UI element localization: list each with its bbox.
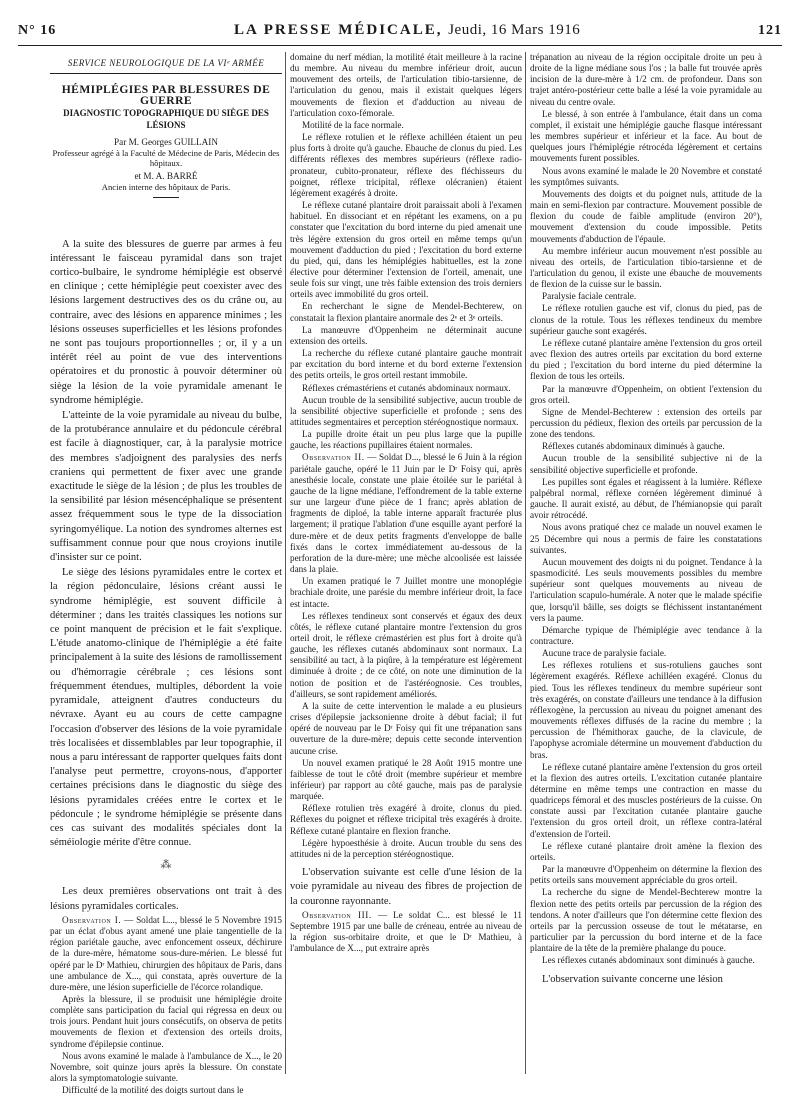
paragraph: domaine du nerf médian, la motilité était meilleure à la racine du membre. Au niveau du membre inférieur droit, aucun mouvement des orteils, de l'articulation tibio-tarsienne, de l'articulation du genou, mais il existait quelques légers mouvements de flexion et d'adduction au niveau de l'articulation coxo-fémorale. <box>290 52 522 118</box>
paragraph: Au membre inférieur aucun mouvement n'est possible au niveau des orteils, de l'articulation tibio-tarsienne et de l'articulation du genou, il existe une ébauche de mouvements de flexion de la cuisse sur le bassin. <box>530 245 762 290</box>
observation-2 <box>290 452 522 575</box>
paragraph: Réflexes cutanés abdominaux diminués à gauche. <box>542 441 725 452</box>
title-rule <box>153 197 179 198</box>
paragraph: L'observation suivante est celle d'une lésion de la voie pyramidale au niveau des fibres de projection de la couronne rayonnante. <box>290 867 522 907</box>
paragraph: Par la manœuvre d'Oppenheim, on obtient l'extension du gros orteil. <box>530 383 762 405</box>
paragraph: Nous avons examiné le malade le 20 Novembre et constaté les symptômes suivants. <box>530 165 762 187</box>
column-1 <box>50 52 282 1096</box>
section-rule <box>50 73 282 74</box>
observation-label: Observation III. <box>302 909 372 920</box>
paragraph: Le réflexe cutané plantaire droit amène la flexion des orteils. <box>530 840 762 862</box>
paragraph: trépanation au niveau de la région occipitale droite un peu à droite de la ligne médiane sous l'os ; la balle fut trouvée après incision de la dure-mère à 1/2 cm. de profondeur. Dans son trajet antéro-postérieur cette balle a lésé la voie pyramidale au niveau du centre ovale. <box>530 52 762 107</box>
paragraph: A la suite de cette intervention le malade a eu plusieurs crises d'épilepsie jacksonienne droite à début facial; il fut opéré de nouveau par le Dʳ Foisy qui fit une trépanation sans ouverture de la dure-mère; depuis cette seconde intervention aucune crise. <box>290 700 522 756</box>
issue-number: N° 16 <box>18 23 57 38</box>
paragraph: Aucun trouble de la sensibilité subjective ni de la sensibilité objective superficielle et profonde. <box>530 453 762 475</box>
paragraph: A la suite des blessures de guerre par armes à feu intéressant le faisceau pyramidal dans son trajet cortico-bulbaire, le syndrome hémiplégie est observé en clinique ; cette hémiplégie peut coexister avec des lésions largement destructives des os du crâne ou, au contraire, avec des lésions en apparence minimes ; les lésions osseuses superficielles et les lésions profondes ne sont pas toujours proportionnelles ; or, il y a un intérêt réel au point de vue des interventions opératoires et du pronostic à pouvoir déterminer où siège la lésion de la voie pyramidale amenant le syndrome hémiplégie. <box>50 238 282 406</box>
paragraph: Légère hypoesthésie à droite. Aucun trouble du sens des attitudes ni de la perception stéréognostique. <box>290 837 522 859</box>
paragraph: Les deux premières observations ont trait à des lésions pyramidales corticales. <box>50 886 282 912</box>
paragraph: La recherche du signe de Mendel-Bechterew montre la flexion nette des petits orteils par percussion de la région des tendons. A noter d'ailleurs que l'on détermine cette flexion des orteils par la percussion osseuse de tout le métatarse, en particulier par la percussion du bord interne et de la face plantaire de la tête de la première phalange du pouce. <box>530 887 762 954</box>
observation-1 <box>50 915 282 993</box>
paragraph: Démarche typique de l'hémiplégie avec tendance à la contracture. <box>530 624 762 646</box>
paragraph: Aucune trace de paralysie faciale. <box>542 648 667 659</box>
column-divider <box>525 52 526 1074</box>
author-guillain-affiliation: Professeur agrégé à la Faculté de Médecine de Paris, Médecin des hôpitaux. <box>52 147 280 169</box>
paragraph: L'observation suivante concerne une lésion <box>542 973 723 985</box>
column-2 <box>290 52 522 1074</box>
paragraph: Nous avons examiné le malade à l'ambulance de X..., le 20 Novembre, soit quinze jours après la blessure. On constate alors la symptomatologie suivante. <box>50 1050 282 1084</box>
paragraph: Le blessé, à son entrée à l'ambulance, était dans un coma complet, il existait une hémiplégie gauche flasque intéressant les membres supérieur et inférieur et la face. Au bout de quelques jours l'hémiplégie rétrocéda légèrement et certains mouvements furent possibles. <box>530 108 762 164</box>
article-subtitle: DIAGNOSTIC TOPOGRAPHIQUE DU SIÈGE DES LÉSIONS <box>63 108 269 130</box>
paragraph: Un examen pratiqué le 7 Juillet montre une monoplégie brachiale droite, une parésie du membre inférieur droit, la face est intacte. <box>290 576 522 609</box>
article-title: HÉMIPLÉGIES PAR BLESSURES DE GUERRE <box>61 83 271 108</box>
paragraph: Aucun mouvement des doigts ni du poignet. Tendance à la spasmodicité. Les seuls mouvements possibles du membre supérieur sont quelques mouvements au niveau de l'articulation scapulo-humérale. A noter que le malade spécifie que, lorsqu'il bâille, ses doigts se fléchissent instantanément vers la paume. <box>530 556 762 623</box>
service-heading: SERVICE NEUROLOGIQUE DE LA VIᵉ ARMÉE <box>67 58 265 68</box>
paragraph: La pupille droite était un peu plus large que la pupille gauche, les réactions pupillaires étaient normales. <box>290 429 522 451</box>
paragraph: La recherche du réflexe cutané plantaire gauche montrait par excitation du bord interne et du bord externe l'extension des petits orteils, le gros orteil restant immobile. <box>290 348 522 381</box>
paragraph: Le siège des lésions pyramidales entre le cortex et la région pédonculaire, lésions créant aussi le syndrome hémiplégie, est souvent difficile à déterminer ; dans les traités classiques les notions sur ce point manquent de précision et le fait s'explique. L'étude anatomo-clinique de l'hémiplégie a été faite principalement à la suite des lésions de ramollissement ou d'hémorragie cérébrale ; ces lésions sont fréquemment étendues, multiples, débordent la voie pyramidale, atteignent d'autres conducteurs du névraxe. Ayant eu au cours de cette campagne l'occasion d'observer des lésions de la voie pyramidale très localisées et dissemblables par leur topographie, il nous a paru intéressant de rapporter quelques faits dont l'analyse peut permettre, croyons-nous, d'apporter certaines précisions dans le diagnostic du siège des lésions pyramidales créées entre le cortex et le pédoncule ; le syndrome hémiplégie se présente dans ces cas suivant des modalités spéciales dont la séméiologie mérite d'être connue. <box>50 567 282 849</box>
paragraph: Difficulté de la motilité des doigts surtout dans le <box>62 1085 244 1096</box>
observation-3 <box>290 910 522 955</box>
section-ornament: ⁂ <box>160 859 172 872</box>
column-3 <box>530 52 762 1074</box>
paragraph: Le réflexe cutané plantaire amène l'extension du gros orteil et la flexion des autres orteils. L'excitation cutanée plantaire détermine en même temps une contraction en masse du quadriceps fémoral et des muscles postérieurs de la cuisse. On constate aussi par l'excitation cutanée plantaire gauche l'extension du gros orteil droit, un réflexe contra-latéral d'extension de l'orteil. <box>530 761 762 839</box>
journal-title <box>234 22 580 39</box>
page-header <box>18 22 782 42</box>
paragraph: Les réflexes rotuliens et sus-rotuliens gauches sont légèrement exagérés. Réflexe achilléen exagéré. Clonus du pied. Tous les réflexes tendineux du membre supérieur sont très exagérés, on constate d'ailleurs une tendance à la diffusion réflexogène, la percussion au niveau du poignet amenant des mouvements réflexes diffusés de la racine du membre ; la percussion de l'hémithorax gauche, de la clavicule, de l'apophyse acromiale détermine un mouvement d'abduction du bras. <box>530 660 762 760</box>
paragraph: En recherchant le signe de Mendel-Bechterew, on constatait la flexion plantaire anormale des 2ᵉ et 3ᵉ orteils. <box>290 301 522 323</box>
author-barre-affiliation: Ancien interne des hôpitaux de Paris. <box>101 182 231 193</box>
paragraph: Un nouvel examen pratiqué le 28 Août 1915 montre une faiblesse de tout le côté droit (membre supérieur et membre inférieur) par rapport au côté gauche, mais pas de paralysie marquée. <box>290 757 522 802</box>
paragraph: Réflexe rotulien très exagéré à droite, clonus du pied. Réflexes du poignet et réflexe tricipital très exagérés à droite. Réflexe cutané plantaire en flexion franche. <box>290 803 522 836</box>
paragraph: Réflexes crémastériens et cutanés abdominaux normaux. <box>302 382 511 393</box>
paragraph: Les réflexes tendineux sont conservés et égaux des deux côtés, le réflexe cutané plantaire montre l'extension du gros orteil droit, le réflexe crémastérien est plus fort à droite qu'à gauche, les réflexes cutanés abdominaux sont normaux. La sensibilité au tact, à la piqûre, à la température est légèrement diminuée à droite ; de ce côté, on note une diminution de la notion de position et de l'astéréognosie. Ces troubles, d'ailleurs, se sont rapidement améliorés. <box>290 610 522 699</box>
paragraph: La manœuvre d'Oppenheim ne déterminait aucune extension des orteils. <box>290 324 522 346</box>
paragraph: Motilité de la face normale. <box>302 119 404 130</box>
journal-name: LA PRESSE MÉDICALE, <box>234 22 443 38</box>
paragraph: Aucun trouble de la sensibilité subjective, aucun trouble de la sensibilité objective superficielle et profonde ; sens des attitudes segmentaires et perception stéréognostique normaux. <box>290 394 522 427</box>
author-barre: et M. A. BARRÉ <box>134 170 198 181</box>
paragraph: Nous avons pratiqué chez ce malade un nouvel examen le 25 Décembre qui nous a permis de faire les constatations suivantes. <box>530 522 762 555</box>
issue-date: Jeudi, 16 Mars 1916 <box>448 22 581 38</box>
observation-text: — Soldat L..., blessé le 5 Novembre 1915 par un éclat d'obus ayant amené une plaie tangentielle de la région pariétale gauche, avec enfoncement osseux, déchirure de la dure-mère, hématome sous-dure-mérien. Le blessé fut opéré par le Dʳ Mathieu, chirurgien des hôpitaux de Paris, dans une ambulance de X..., qui constata, après ouverture de la dure-mère, une lésion superficielle de l'écorce rolandique. <box>50 914 282 992</box>
paragraph: Mouvements des doigts et du poignet nuls, attitude de la main en semi-flexion par contracture. Mouvement possible de flexion du coude de faible amplitude (environ 20°), mouvement d'extension du coude impossible. Petits mouvements d'abduction de l'épaule. <box>530 188 762 244</box>
paragraph: L'atteinte de la voie pyramidale au niveau du bulbe, de la protubérance annulaire et du pédoncule cérébral est facile à diagnostiquer, car, à la paralysie motrice des membres s'adjoignent des paralysies des nerfs craniens qui permettent de fixer avec une grande exactitude le siège de la lésion ; de plus les troubles de la sensibilité par lésion mésencéphalique se présentent assez fréquemment sous le type de la dissociation syringomyélique. La notion des syndromes alternes est suffisamment connue pour que nous croyions inutile d'insister sur ce point. <box>50 410 282 564</box>
observation-text: — Soldat D..., blessé le 6 Juin à la région pariétale gauche, opéré le 11 Juin par le Dʳ Foisy qui, après anesthésie locale, constate une plaie étoilée sur le pariétal à gauche de la ligne médiane, l'effondrement de la table externe sur une largeur d'une pièce de 1 franc; après ablation de fragments de diploé, la table interne apparaît fracturée plus largement; il pratique l'ablation d'une esquille ayant perforé la dure-mère et de deux petits fragments d'enveloppe de balle fixés dans le cortex immédiatement au-dessous de la perforation de la dure-mère; une mèche alcoolisée est laissée dans la plaie. <box>290 452 522 575</box>
author-guillain: Par M. Georges GUILLAIN <box>114 136 218 147</box>
paragraph: Le réflexe rotulien gauche est vif, clonus du pied, pas de clonus de la rotule. Tous les réflexes tendineux du membre supérieur gauche sont exagérés. <box>530 303 762 336</box>
paragraph: Le réflexe cutané plantaire amène l'extension du gros orteil avec flexion des autres orteils par excitation du bord externe du pied ; l'excitation du bord interne du pied détermine la flexion de tous les orteils. <box>530 337 762 382</box>
paragraph: Par la manœuvre d'Oppenheim on détermine la flexion des petits orteils sans mouvement appréciable du gros orteil. <box>530 864 762 886</box>
observation-text: — Le soldat C... est blessé le 11 Septembre 1915 par une balle de créneau, entrée au niveau de la région sus-orbitaire droite, et que le Dʳ Mathieu, à l'ambulance de X..., put extraire après <box>290 909 522 954</box>
paragraph: Les pupilles sont égales et réagissent à la lumière. Réflexe palpébral normal, réflexe cornéen légèrement diminué à gauche. Il aurait existé, au début, de l'hémianopsie qui paraît avoir rétrocédé. <box>530 476 762 521</box>
observation-label: Observation II. <box>302 452 365 463</box>
header-rule <box>18 45 782 46</box>
paragraph: Le réflexe rotulien et le réflexe achilléen étaient un peu plus forts à droite qu'à gauche. Ebauche de clonus du pied. Les différents réflexes des membres supérieurs (réflexe radio-pronateur, cubito-pronateur, réflexe des fléchisseurs du poignet, réflexe tricipital, réflexe olécranien) étaient légèrement exagérés à droite. <box>290 132 522 198</box>
paragraph: Paralysie faciale centrale. <box>542 291 637 302</box>
column-divider <box>285 52 286 1074</box>
paragraph: Après la blessure, il se produisit une hémiplégie droite complète sans participation du facial qui régressa en deux ou trois jours. Pendant huit jours consécutifs, on observa de petits mouvements de flexion et d'extension des orteils droits, syndrome d'épilepsie continue. <box>50 993 282 1049</box>
paragraph: Les réflexes cutanés abdominaux sont diminués à gauche. <box>542 955 755 966</box>
page-number: 121 <box>758 23 782 38</box>
paragraph: Signe de Mendel-Bechterew : extension des orteils par percussion du pédieux, flexion des orteils par percussion de la zone des tendons. <box>530 406 762 440</box>
observation-label: Observation I. <box>62 914 122 925</box>
paragraph: Le réflexe cutané plantaire droit paraissait aboli à l'examen habituel. En dissociant et en répétant les examens, on a pu constater que l'excitation du bord interne du pied amenait une très légère extension du gros orteil en même temps qu'un mouvement d'adduction du pied ; l'excitation du bord externe du pied, qui, dans les hémiplégies habituelles, est la zone élective pour déterminer l'extension de l'orteil, amenait, une seule fois sur vingt, une très faible extension des trois derniers orteils avec immobilité du gros orteil. <box>290 200 522 300</box>
